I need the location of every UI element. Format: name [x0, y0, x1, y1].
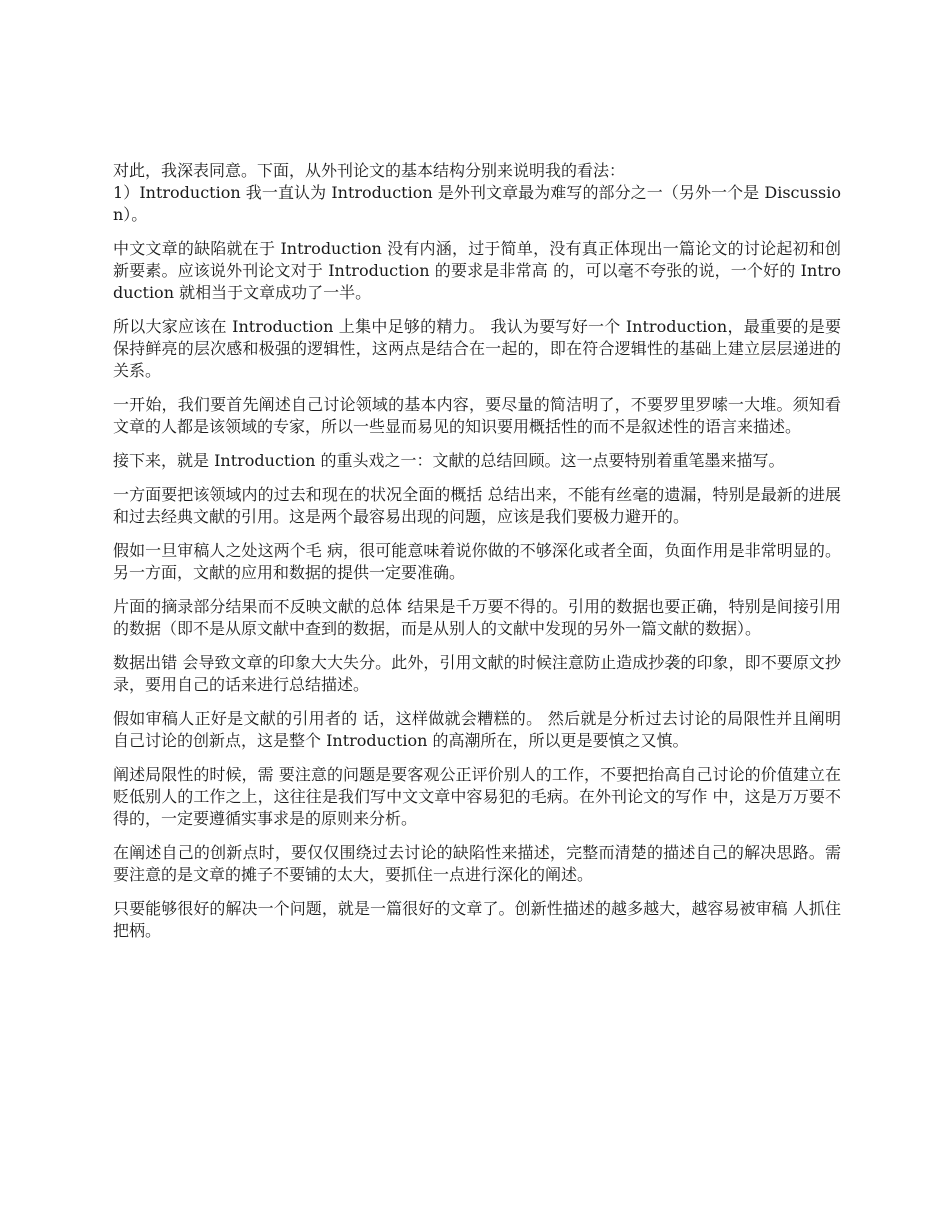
paragraph: 在阐述自己的创新点时，要仅仅围绕过去讨论的缺陷性来描述，完整而清楚的描述自己的解决思路。需 要注意的是文章的摊子不要铺的太大，要抓住一点进行深化的阐述。: [113, 843, 841, 884]
paragraph: 片面的摘录部分结果而不反映文献的总体 结果是千万要不得的。引用的数据也要正确，特别是间接引用的数据（即不是从原文献中查到的数据，而是从别人的文献中发现的另外一篇文献的数据）。: [113, 597, 841, 638]
paragraph: 只要能够很好的解决一个问题，就是一篇很好的文章了。创新性描述的越多越大，越容易被审稿 人抓住把柄。: [113, 899, 841, 940]
paragraph: 对此，我深表同意。下面，从外刊论文的基本结构分别来说明我的看法：: [113, 161, 626, 180]
paragraph: 阐述局限性的时候，需 要注意的问题是要客观公正评价别人的工作，不要把抬高自己讨论的价值建立在贬低别人的工作之上，这往往是我们写中文文章中容易犯的毛病。在外刊论文的写作 中，这是万万要不得的，一定要遵循实事求是的原则来分析。: [113, 765, 841, 828]
paragraph: 假如一旦审稿人之处这两个毛 病，很可能意味着说你做的不够深化或者全面，负面作用是非常明显的。另一方面，文献的应用和数据的提供一定要准确。: [113, 541, 841, 582]
paragraph: 所以大家应该在 Introduction 上集中足够的精力。 我认为要写好一个 Introduction，最重要的是要保持鲜亮的层次感和极强的逻辑性，这两点是结合在一起的，即在符合逻辑性的基础上建立层层递进的关系。: [113, 317, 841, 380]
paragraph: 一方面要把该领域内的过去和现在的状况全面的概括 总结出来，不能有丝毫的遗漏，特别是最新的进展和过去经典文献的引用。这是两个最容易出现的问题，应该是我们要极力避开的。: [113, 485, 841, 526]
paragraph: 中文文章的缺陷就在于 Introduction 没有内涵，过于简单，没有真正体现出一篇论文的讨论起初和创新要素。应该说外刊论文对于 Introduction 的要求是非常高 的，可以毫不夸张的说，一个好的 Introduction 就相当于文章成功了一半。: [113, 239, 841, 302]
paragraph: 1）Introduction 我一直认为 Introduction 是外刊文章最为难写的部分之一（另外一个是 Discussion）。: [113, 183, 841, 224]
paragraph: 数据出错 会导致文章的印象大大失分。此外，引用文献的时候注意防止造成抄袭的印象，即不要原文抄录，要用自己的话来进行总结描述。: [113, 653, 841, 694]
paragraph: 一开始，我们要首先阐述自己讨论领域的基本内容，要尽量的简洁明了，不要罗里罗嗦一大堆。须知看文章的人都是该领域的专家，所以一些显而易见的知识要用概括性的而不是叙述性的语言来描述。: [113, 395, 841, 436]
paragraph: 假如审稿人正好是文献的引用者的 话，这样做就会糟糕的。 然后就是分析过去讨论的局限性并且阐明自己讨论的创新点，这是整个 Introduction 的高潮所在，所以更是要慎之又慎。: [113, 709, 841, 750]
document-body: [113, 160, 841, 954]
paragraph: 接下来，就是 Introduction 的重头戏之一：文献的总结回顾。这一点要特别着重笔墨来描写。: [113, 451, 785, 470]
